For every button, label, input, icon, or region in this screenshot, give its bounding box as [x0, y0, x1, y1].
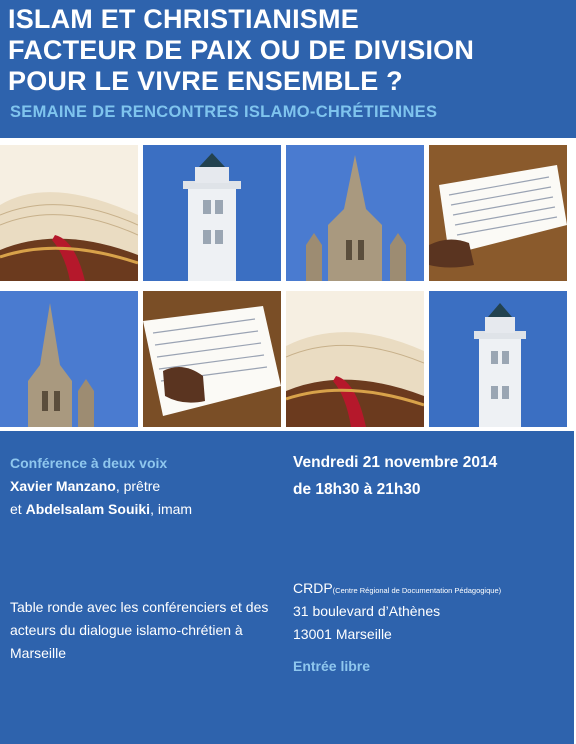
speaker-2-name: Abdelsalam Souiki [25, 501, 151, 517]
image-grid [0, 145, 576, 427]
speaker-2-role: , imam [150, 501, 193, 517]
venue-full-name: (Centre Régional de Documentation Pédagogique) [332, 586, 502, 595]
conference-heading: Conférence à deux voix [10, 455, 168, 471]
venue-acronym: CRDP [293, 580, 333, 596]
church-image [0, 291, 138, 427]
minaret-image [429, 291, 567, 427]
event-info-panel [0, 431, 574, 744]
event-time: de 18h30 à 21h30 [293, 481, 421, 498]
bible-photo-2 [286, 291, 424, 427]
address-line-2: 13001 Marseille [293, 626, 392, 642]
speaker-2 [10, 501, 192, 517]
speaker-2-prefix: et [10, 501, 26, 517]
speaker-1-role: , prêtre [115, 478, 161, 494]
church-image [286, 145, 424, 281]
speaker-1 [10, 478, 160, 494]
church-steeple-photo-2 [0, 291, 138, 427]
table-ronde-description: Table ronde avec les conférenciers et des acteurs du dialogue islamo-chrétien à Marseille [10, 599, 269, 661]
poster-subtitle: SEMAINE DE RENCONTRES ISLAMO-CHRÉTIENNES [10, 103, 438, 121]
venue-name [293, 580, 501, 596]
quran-image [143, 291, 281, 427]
title-line-2: FACTEUR DE PAIX OU DE DIVISION [8, 35, 475, 65]
minaret-photo [143, 145, 281, 281]
minaret-photo-2 [429, 291, 567, 427]
church-steeple-photo [286, 145, 424, 281]
entry-info: Entrée libre [293, 658, 371, 674]
quran-photo [429, 145, 567, 281]
header-banner [0, 0, 576, 138]
address-line-1: 31 boulevard d’Athènes [293, 603, 441, 619]
title-line-1: ISLAM ET CHRISTIANISME [8, 4, 359, 34]
quran-photo-2 [143, 291, 281, 427]
poster-title [8, 4, 474, 97]
bible-photo [0, 145, 138, 281]
quran-image [429, 145, 567, 281]
title-line-3: POUR LE VIVRE ENSEMBLE ? [8, 66, 403, 96]
event-date: Vendredi 21 novembre 2014 [293, 454, 498, 471]
minaret-image [143, 145, 281, 281]
bible-image [286, 291, 424, 427]
bible-image [0, 145, 138, 281]
speaker-1-name: Xavier Manzano [10, 478, 116, 494]
